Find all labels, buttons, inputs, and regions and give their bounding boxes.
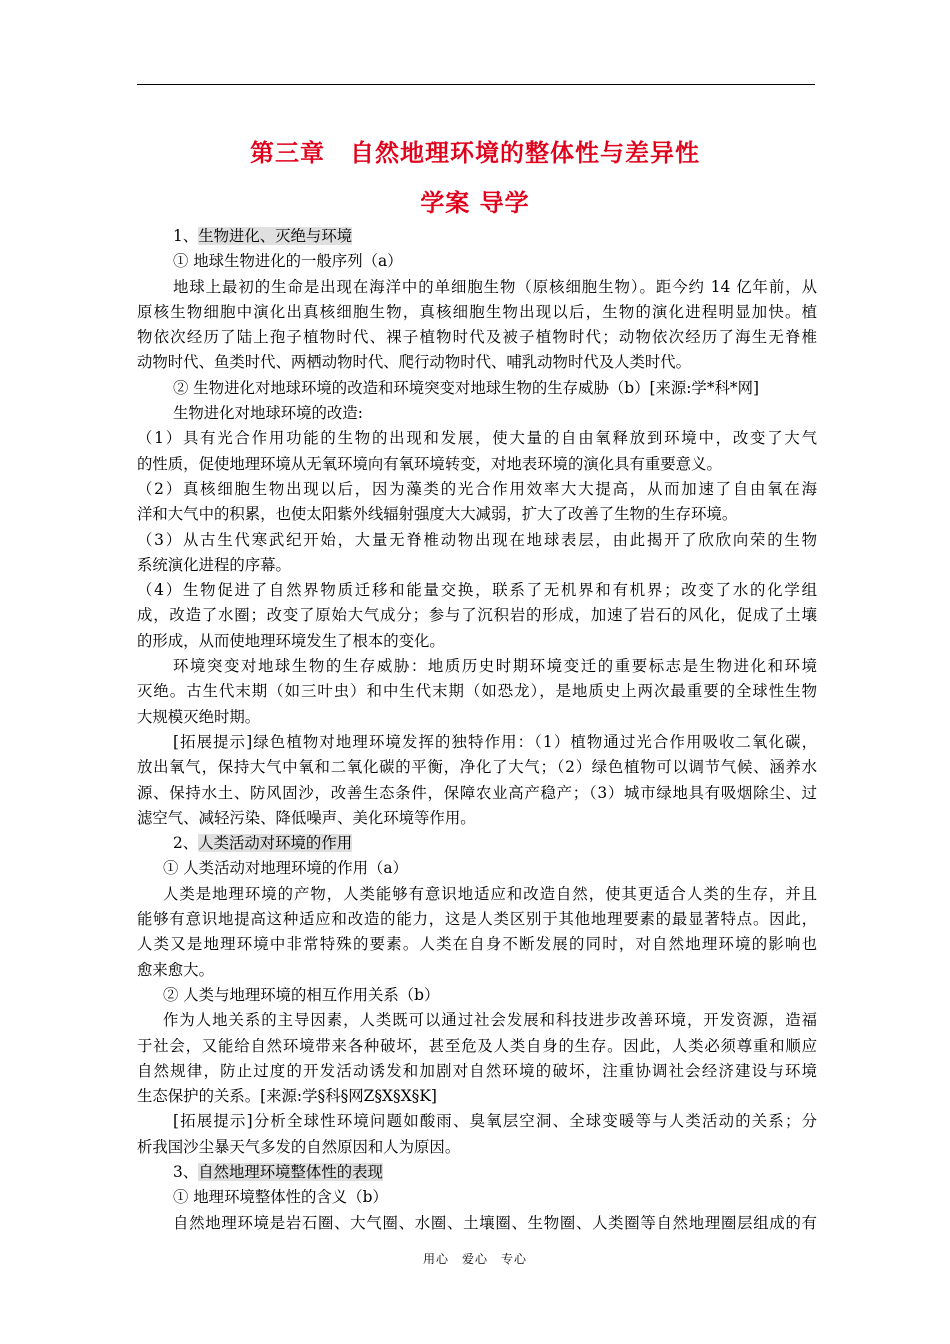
text-line — [137, 932, 817, 957]
line-text: 系统演化进程的序幕。 — [137, 555, 291, 574]
line-text: 3、 — [173, 1162, 199, 1181]
text-line — [137, 1135, 817, 1160]
line-text: （1）具有光合作用功能的生物的出现和发展，使大量的自由氧释放到环境中，改变了大气 — [137, 429, 817, 448]
page-footer: 用心 爱心 专心 — [422, 1252, 527, 1266]
text-line — [137, 629, 817, 654]
section-heading — [137, 831, 817, 856]
text-line — [137, 275, 817, 300]
text-line — [137, 1084, 817, 1109]
line-text: ② 生物进化对地球环境的改造和环境突变对地球生物的生存威胁（b）[来源:学*科*网] — [173, 378, 760, 397]
header-rule — [137, 84, 815, 85]
line-text: 原核生物细胞中演化出真核细胞生物，真核细胞生物出现以后，生物的演化进程明显加快。植 — [137, 302, 817, 321]
text-line — [137, 1211, 817, 1236]
line-text: 自然规律，防止过度的开发活动诱发和加剧对自然环境的破坏，注重协调社会经济建设与环境 — [137, 1061, 817, 1080]
text-line — [137, 249, 817, 274]
text-line — [137, 958, 817, 983]
text-line — [137, 882, 817, 907]
line-text: 1、 — [173, 227, 199, 245]
text-line — [137, 1034, 817, 1059]
line-text: 洋和大气中的积累，也使太阳紫外线辐射强度大大减弱，扩大了改善了生物的生存环境。 — [137, 505, 738, 524]
text-line — [137, 654, 817, 679]
highlighted-heading: 自然地理环境整体性的表现 — [198, 1162, 383, 1181]
text-line — [137, 502, 817, 527]
line-text: 动物时代、鱼类时代、两栖动物时代、爬行动物时代、哺乳动物时代及人类时代。 — [137, 353, 692, 372]
line-text: ① 地球生物进化的一般序列（a） — [173, 252, 403, 271]
section-heading — [137, 1160, 817, 1185]
line-text: [拓展提示]分析全球性环境问题如酸雨、臭氧层空洞、全球变暖等与人类活动的关系；分 — [173, 1112, 817, 1131]
line-text: 愈来愈大。 — [137, 960, 214, 979]
line-text: 人类是地理环境的产物，人类能够有意识地适应和改造自然，使其更适合人类的生存，并且 — [163, 884, 817, 903]
text-line — [137, 983, 817, 1008]
line-text: 于社会，又能给自然环境带来各种破坏，甚至危及人类自身的生存。因此，人类必须尊重和顺应 — [137, 1036, 817, 1055]
text-line — [137, 1059, 817, 1084]
line-text: 析我国沙尘暴天气多发的自然原因和人为原因。 — [137, 1137, 461, 1156]
line-text: 自然地理环境是岩石圈、大气圈、水圈、土壤圈、生物圈、人类圈等自然地理圈层组成的有 — [173, 1213, 817, 1232]
text-line — [137, 376, 817, 401]
text-line — [137, 401, 817, 426]
text-line — [137, 578, 817, 603]
text-line — [137, 1008, 817, 1033]
text-line — [137, 300, 817, 325]
line-text: （2）真核细胞生物出现以后，因为藻类的光合作用效率大大提高，从而加速了自由氧在海 — [137, 479, 817, 498]
line-text: 地球上最初的生命是出现在海洋中的单细胞生物（原核细胞生物）。距今约 14 亿年前，从 — [173, 277, 817, 296]
line-text: 能够有意识地提高这种适应和改造的能力，这是人类区别于其他地理要素的最显著特点。因此， — [137, 910, 817, 929]
text-line — [137, 907, 817, 932]
text-line — [137, 325, 817, 350]
text-line — [137, 705, 817, 730]
text-line — [137, 806, 817, 831]
line-text: 人类又是地理环境中非常特殊的要素。人类在自身不断发展的同时，对自然地理环境的影响也 — [137, 935, 817, 954]
text-line — [137, 528, 817, 553]
line-text: 的性质，促使地理环境从无氧环境向有氧环境转变，对地表环境的演化具有重要意义。 — [137, 454, 722, 473]
text-line — [137, 452, 817, 477]
text-line — [137, 477, 817, 502]
text-line — [137, 603, 817, 628]
line-text: 生物进化对地球环境的改造: — [173, 404, 363, 423]
line-text: 的形成，从而使地理环境发生了根本的变化。 — [137, 631, 445, 650]
text-line — [137, 426, 817, 451]
line-text: 2、 — [173, 834, 199, 853]
subtitle: 学案 导学 — [420, 189, 530, 217]
line-text: （3）从古生代寒武纪开始，大量无脊椎动物出现在地球表层，由此揭开了欣欣向荣的生物 — [137, 530, 817, 549]
highlighted-heading: 人类活动对环境的作用 — [198, 834, 353, 853]
text-line — [137, 1109, 817, 1134]
line-text: （4）生物促进了自然界物质迁移和能量交换，联系了无机界和有机界；改变了水的化学组 — [137, 581, 817, 600]
text-line — [137, 679, 817, 704]
line-text: ① 地理环境整体性的含义（b） — [173, 1188, 388, 1207]
highlighted-heading: 生物进化、灭绝与环境 — [198, 227, 353, 245]
text-line — [137, 1185, 817, 1210]
line-text: ② 人类与地理环境的相互作用关系（b） — [163, 985, 440, 1004]
line-text: 滤空气、减轻污染、降低噪声、美化环境等作用。 — [137, 808, 476, 827]
line-text: 放出氧气，保持大气中氧和二氧化碳的平衡，净化了大气；（2）绿色植物可以调节气候、涵养水 — [137, 758, 817, 777]
text-line — [137, 350, 817, 375]
text-line — [137, 755, 817, 780]
body-text — [137, 224, 817, 1236]
line-text: 生态保护的关系。[来源:学§科§网Z§X§X§K] — [137, 1087, 437, 1106]
line-text: 作为人地关系的主导因素，人类既可以通过社会发展和科技进步改善环境，开发资源，造福 — [163, 1011, 817, 1030]
text-line — [137, 856, 817, 881]
line-text: 成，改造了水圈；改变了原始大气成分；参与了沉积岩的形成，加速了岩石的风化，促成了土壤 — [137, 606, 817, 625]
line-text: 大规模灭绝时期。 — [137, 707, 261, 726]
line-text: ① 人类活动对地理环境的作用（a） — [163, 859, 408, 878]
line-text: 物依次经历了陆上孢子植物时代、裸子植物时代及被子植物时代；动物依次经历了海生无脊椎 — [137, 328, 817, 347]
line-text: 环境突变对地球生物的生存威胁：地质历史时期环境变迁的重要标志是生物进化和环境 — [173, 657, 817, 676]
section-heading — [137, 224, 817, 249]
text-line — [137, 781, 817, 806]
line-text: 灭绝。古生代末期（如三叶虫）和中生代末期（如恐龙），是地质史上两次最重要的全球性生物 — [137, 682, 817, 701]
text-line — [137, 730, 817, 755]
chapter-title: 第三章 自然地理环境的整体性与差异性 — [250, 139, 700, 167]
line-text: [拓展提示]绿色植物对地理环境发挥的独特作用：（1）植物通过光合作用吸收二氧化碳， — [173, 732, 817, 751]
line-text: 源、保持水土、防风固沙，改善生态条件，保障农业高产稳产；（3）城市绿地具有吸烟除尘、过 — [137, 783, 817, 802]
text-line — [137, 553, 817, 578]
